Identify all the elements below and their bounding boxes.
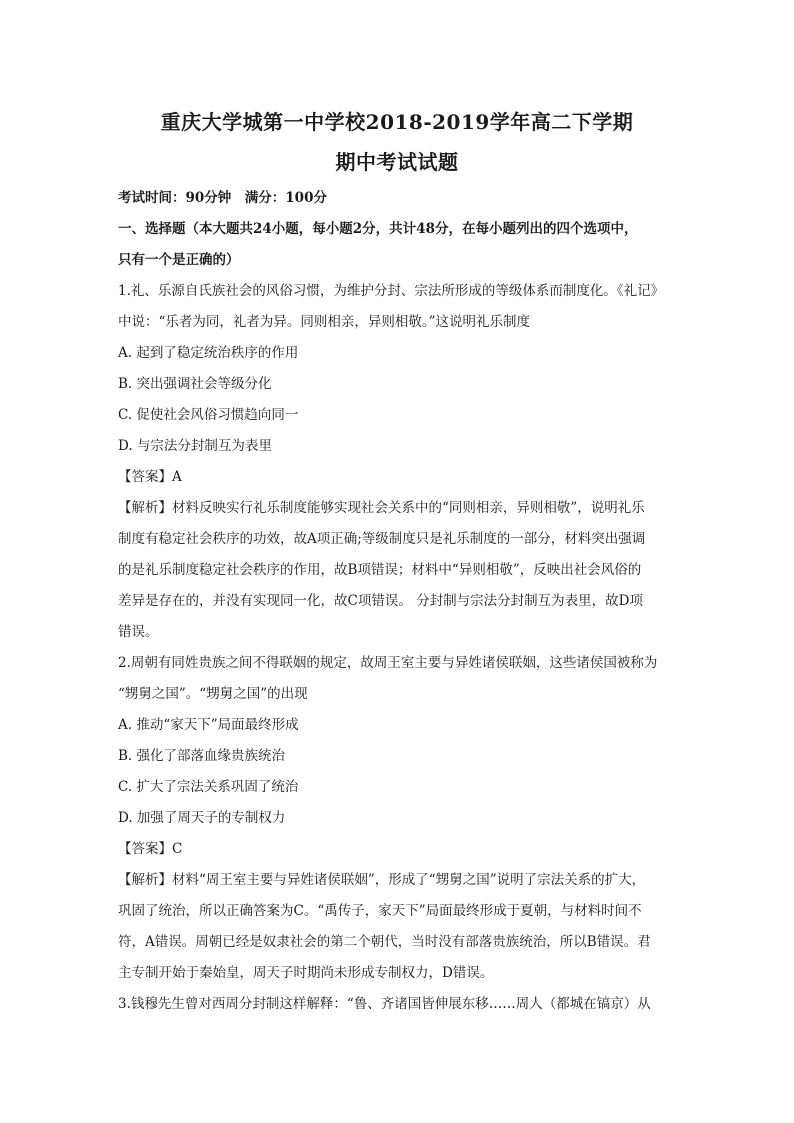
question-2 bbox=[118, 648, 680, 989]
analysis-line: 错误。 bbox=[118, 624, 159, 640]
analysis-line: 制度有稳定社会秩序的功效，故A项正确;等级制度只是礼乐制度的一部分，材料突出强调 bbox=[118, 531, 646, 547]
analysis-line: 差异是存在的，并没有实现同一化，故C项错误。 分封制与宗法分封制互为表里，故D项 bbox=[118, 593, 643, 609]
exam-info: 考试时间：90分钟 满分：100分 bbox=[118, 190, 327, 206]
question-3 bbox=[118, 989, 680, 1020]
option-b: B. 强化了部落血缘贵族统治 bbox=[118, 748, 286, 764]
analysis-line: 主专制开始于秦始皇，周天子时期尚未形成专制权力，D错误。 bbox=[118, 965, 494, 981]
option-c: C. 促使社会风俗习惯趋向同一 bbox=[118, 407, 299, 423]
analysis-line: 巩固了统治，所以正确答案为C。“禹传子，家天下”局面最终形成于夏朝，与材料时间不 bbox=[118, 903, 642, 919]
question-stem-line: 2.周朝有同姓贵族之间不得联姻的规定，故周王室主要与异姓诸侯联姻，这些诸侯国被称为 bbox=[118, 655, 658, 671]
exam-title-line2: 期中考试试题 bbox=[335, 150, 459, 174]
analysis-line: 【解析】材料“周王室主要与异姓诸侯联姻”，形成了“甥舅之国”说明了宗法关系的扩大， bbox=[118, 872, 646, 888]
answer: 【答案】A bbox=[118, 469, 182, 485]
option-d: D. 与宗法分封制互为表里 bbox=[118, 438, 272, 454]
exam-title-line1: 重庆大学城第一中学校2018-2019学年高二下学期 bbox=[160, 110, 634, 134]
question-stem-line: 3.钱穆先生曾对西周分封制这样解释：“鲁、齐诸国皆伸展东移……周人（都城在镐京）从 bbox=[118, 996, 651, 1012]
question-stem-line: 1.礼、乐源自氏族社会的风俗习惯，为维护分封、宗法所形成的等级体系而制度化。《礼记》 bbox=[118, 283, 665, 299]
question-stem-line: “甥舅之国”。“甥舅之国”的出现 bbox=[118, 686, 308, 702]
section-heading-line1: 一、选择题（本大题共24小题，每小题2分，共计48分，在每小题列出的四个选项中， bbox=[118, 221, 638, 237]
question-1 bbox=[118, 276, 680, 648]
option-c: C. 扩大了宗法关系巩固了统治 bbox=[118, 779, 299, 795]
analysis-line: 符，A错误。周朝已经是奴隶社会的第二个朝代，当时没有部落贵族统治，所以B错误。君 bbox=[118, 934, 651, 950]
option-d: D. 加强了周天子的专制权力 bbox=[118, 810, 286, 826]
answer: 【答案】C bbox=[118, 841, 183, 857]
option-b: B. 突出强调社会等级分化 bbox=[118, 376, 272, 392]
option-a: A. 推动“家天下”局面最终形成 bbox=[118, 717, 299, 733]
exam-content bbox=[118, 183, 680, 1020]
question-stem-line: 中说：“乐者为同，礼者为异。同则相亲，异则相敬。”这说明礼乐制度 bbox=[118, 314, 531, 330]
option-a: A. 起到了稳定统治秩序的作用 bbox=[118, 345, 299, 361]
analysis-line: 的是礼乐制度稳定社会秩序的作用，故B项错误；材料中“异则相敬”，反映出社会风俗的 bbox=[118, 562, 642, 578]
analysis-line: 【解析】材料反映实行礼乐制度能够实现社会关系中的“同则相亲，异则相敬”，说明礼乐 bbox=[118, 500, 645, 516]
section-heading-line2: 只有一个是正确的） bbox=[118, 252, 240, 268]
